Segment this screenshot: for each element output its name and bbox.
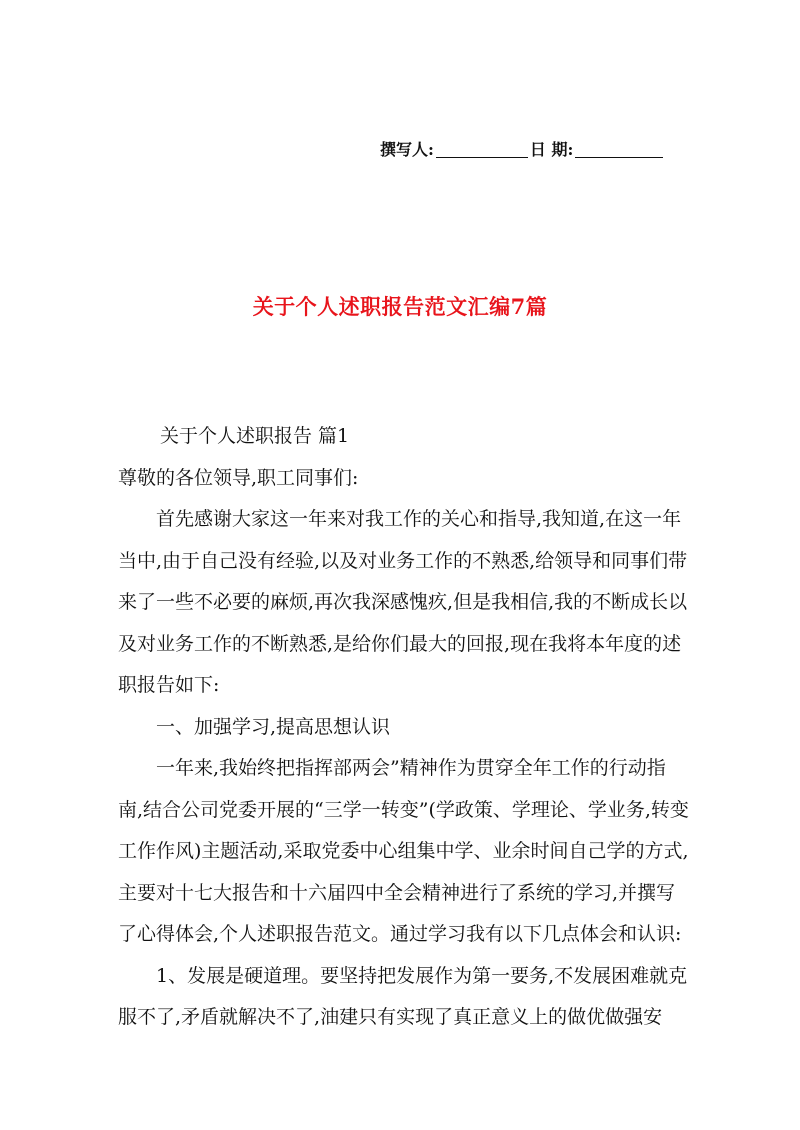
author-blank-field	[436, 141, 528, 158]
date-label: 日 期:	[529, 140, 574, 159]
author-label: 撰写人:	[380, 140, 434, 159]
date-blank-field	[575, 141, 663, 158]
document-title: 关于个人述职报告范文汇编7篇	[252, 294, 548, 319]
paragraph-study: 一年来,我始终把指挥部两会”精神作为贯穿全年工作的行动指南,结合公司党委开展的“三学一转变”(学政策、学理论、学业务,转变工作作风)主题活动,采取党委中心组集中学、业余时间自己学的方式,主要对十七大报告和十六届四中全会精神进行了系统的学习,并撰写了心得体会,个人述职报告范文。通过学习我有以下几点体会和认识:	[118, 757, 689, 945]
section-title: 关于个人述职报告 篇1	[160, 425, 350, 447]
heading-study: 一、加强学习,提高思想认识	[156, 715, 391, 738]
salutation: 尊敬的各位领导,职工同事们:	[118, 466, 359, 489]
paragraph-intro: 首先感谢大家这一年来对我工作的关心和指导,我知道,在这一年当中,由于自己没有经验,以及对业务工作的不熟悉,给领导和同事们带来了一些不必要的麻烦,再次我深感愧疚,但是我相信,我的不断成长以及对业务工作的不断熟悉,是给你们最大的回报,现在我将本年度的述职报告如下:	[118, 508, 688, 696]
document-body	[118, 416, 690, 1039]
paragraph-development: 1、发展是硬道理。要坚持把发展作为第一要务,不发展困难就克服不了,矛盾就解决不了,油建只有实现了真正意义上的做优做强安	[118, 964, 688, 1028]
author-date-line	[380, 138, 665, 162]
